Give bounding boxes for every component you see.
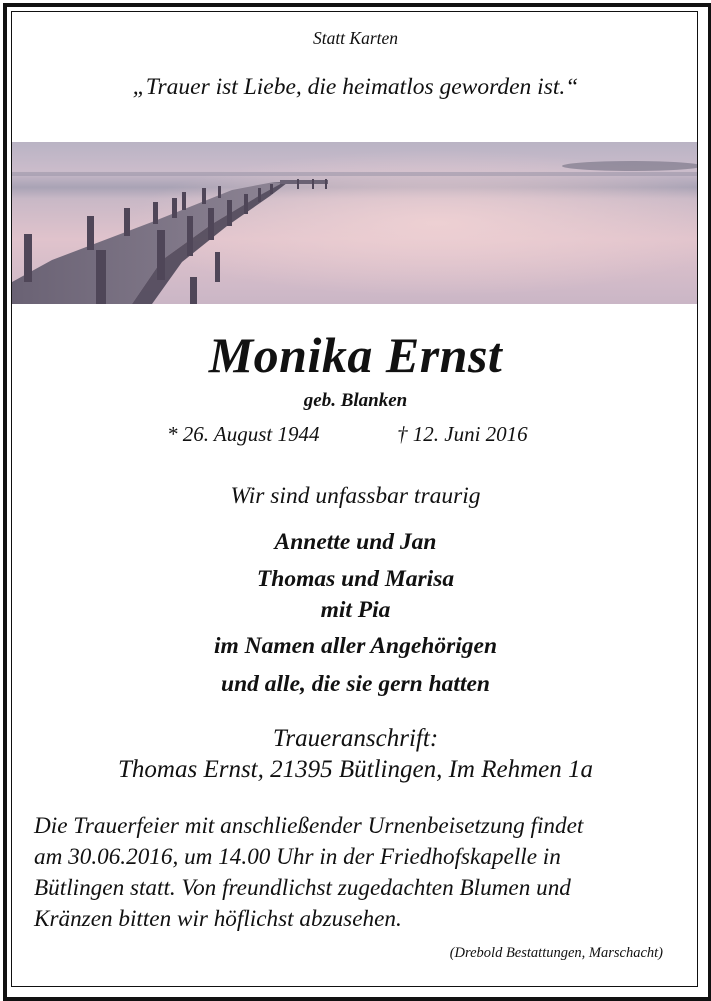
mourner-line: und alle, die sie gern hatten bbox=[221, 671, 490, 697]
mourner-line: Thomas und Marisa bbox=[256, 566, 455, 592]
mourner-line: mit Pia bbox=[320, 597, 391, 623]
ceremony-line: Die Trauerfeier mit anschließender Urnenbeisetzung findet bbox=[34, 813, 584, 839]
ceremony-paragraph bbox=[34, 811, 684, 935]
ceremony-line: Bütlingen statt. Von freundlichst zugedachten Blumen und bbox=[34, 875, 571, 901]
deceased-name: Monika Ernst bbox=[208, 327, 503, 383]
statt-karten: Statt Karten bbox=[312, 28, 399, 48]
birth-date: * 26. August 1944 bbox=[167, 422, 320, 446]
lake-pier-photo bbox=[12, 142, 697, 304]
funeral-home-credit: (Drebold Bestattungen, Marschacht) bbox=[449, 945, 663, 961]
mourner-line: im Namen aller Angehörigen bbox=[213, 633, 498, 659]
death-date: † 12. Juni 2016 bbox=[397, 422, 528, 446]
address-label: Traueranschrift: bbox=[272, 725, 439, 752]
ceremony-line: am 30.06.2016, um 14.00 Uhr in der Friedhofskapelle in bbox=[34, 844, 561, 870]
address-value: Thomas Ernst, 21395 Bütlingen, Im Rehmen 1a bbox=[118, 756, 593, 783]
birth-name: geb. Blanken bbox=[303, 390, 408, 411]
mourning-intro: Wir sind unfassbar traurig bbox=[230, 483, 481, 509]
ceremony-line: Kränzen bitten wir höflichst abzusehen. bbox=[34, 906, 402, 932]
mourner-line: Annette und Jan bbox=[274, 529, 437, 555]
quote: „Trauer ist Liebe, die heimatlos geworden ist.“ bbox=[132, 74, 579, 100]
